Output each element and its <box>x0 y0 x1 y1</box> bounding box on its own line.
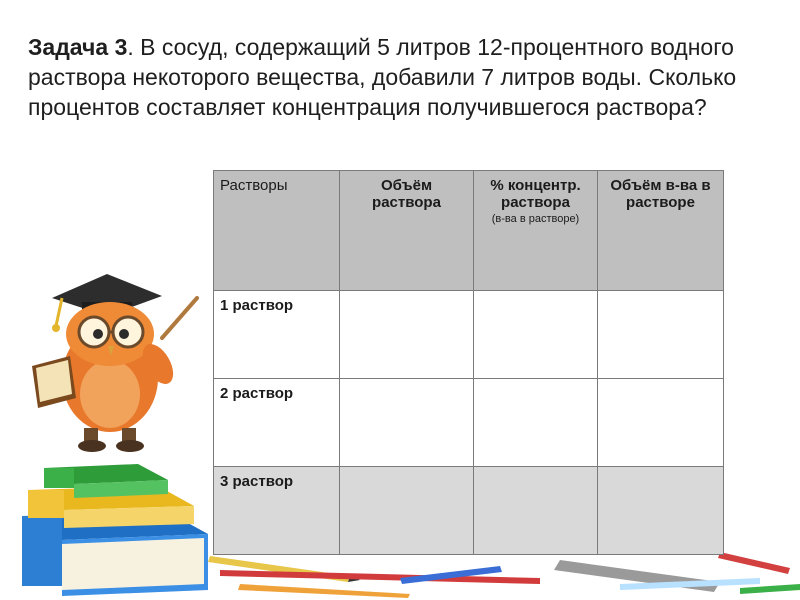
table-row <box>214 379 724 467</box>
book-stack-icon <box>18 458 213 600</box>
row-label: 2 раствор <box>214 379 340 467</box>
pencils-icon <box>200 548 800 600</box>
cell-concentration[interactable] <box>474 379 598 467</box>
cell-volume[interactable] <box>340 467 474 555</box>
header-solution-volume: Объём раствора <box>340 171 474 291</box>
task-number: 3 <box>114 34 128 60</box>
header-concentration-note: (в-ва в растворе) <box>491 213 580 225</box>
cell-substance[interactable] <box>598 467 724 555</box>
header-concentration <box>474 171 598 291</box>
cell-concentration[interactable] <box>474 467 598 555</box>
task-body: . В сосуд, содержащий 5 литров 12-процентного водного раствора некоторого вещества, добавили 7 литров воды. Сколько процентов составляет концентрация получившегося раствора? <box>28 34 737 120</box>
solution-table <box>213 170 724 555</box>
table-row <box>214 467 724 555</box>
cell-substance[interactable] <box>598 379 724 467</box>
header-concentration-main: % концентр. раствора <box>490 177 581 211</box>
cell-concentration[interactable] <box>474 291 598 379</box>
row-label: 1 раствор <box>214 291 340 379</box>
header-solutions: Растворы <box>214 171 340 291</box>
header-substance-volume: Объём в-ва в растворе <box>598 171 724 291</box>
task-text <box>28 32 768 122</box>
cell-volume[interactable] <box>340 379 474 467</box>
cell-substance[interactable] <box>598 291 724 379</box>
cell-volume[interactable] <box>340 291 474 379</box>
table-row <box>214 291 724 379</box>
task-label: Задача <box>28 34 109 60</box>
owl-professor-icon <box>22 268 202 458</box>
row-label: 3 раствор <box>214 467 340 555</box>
